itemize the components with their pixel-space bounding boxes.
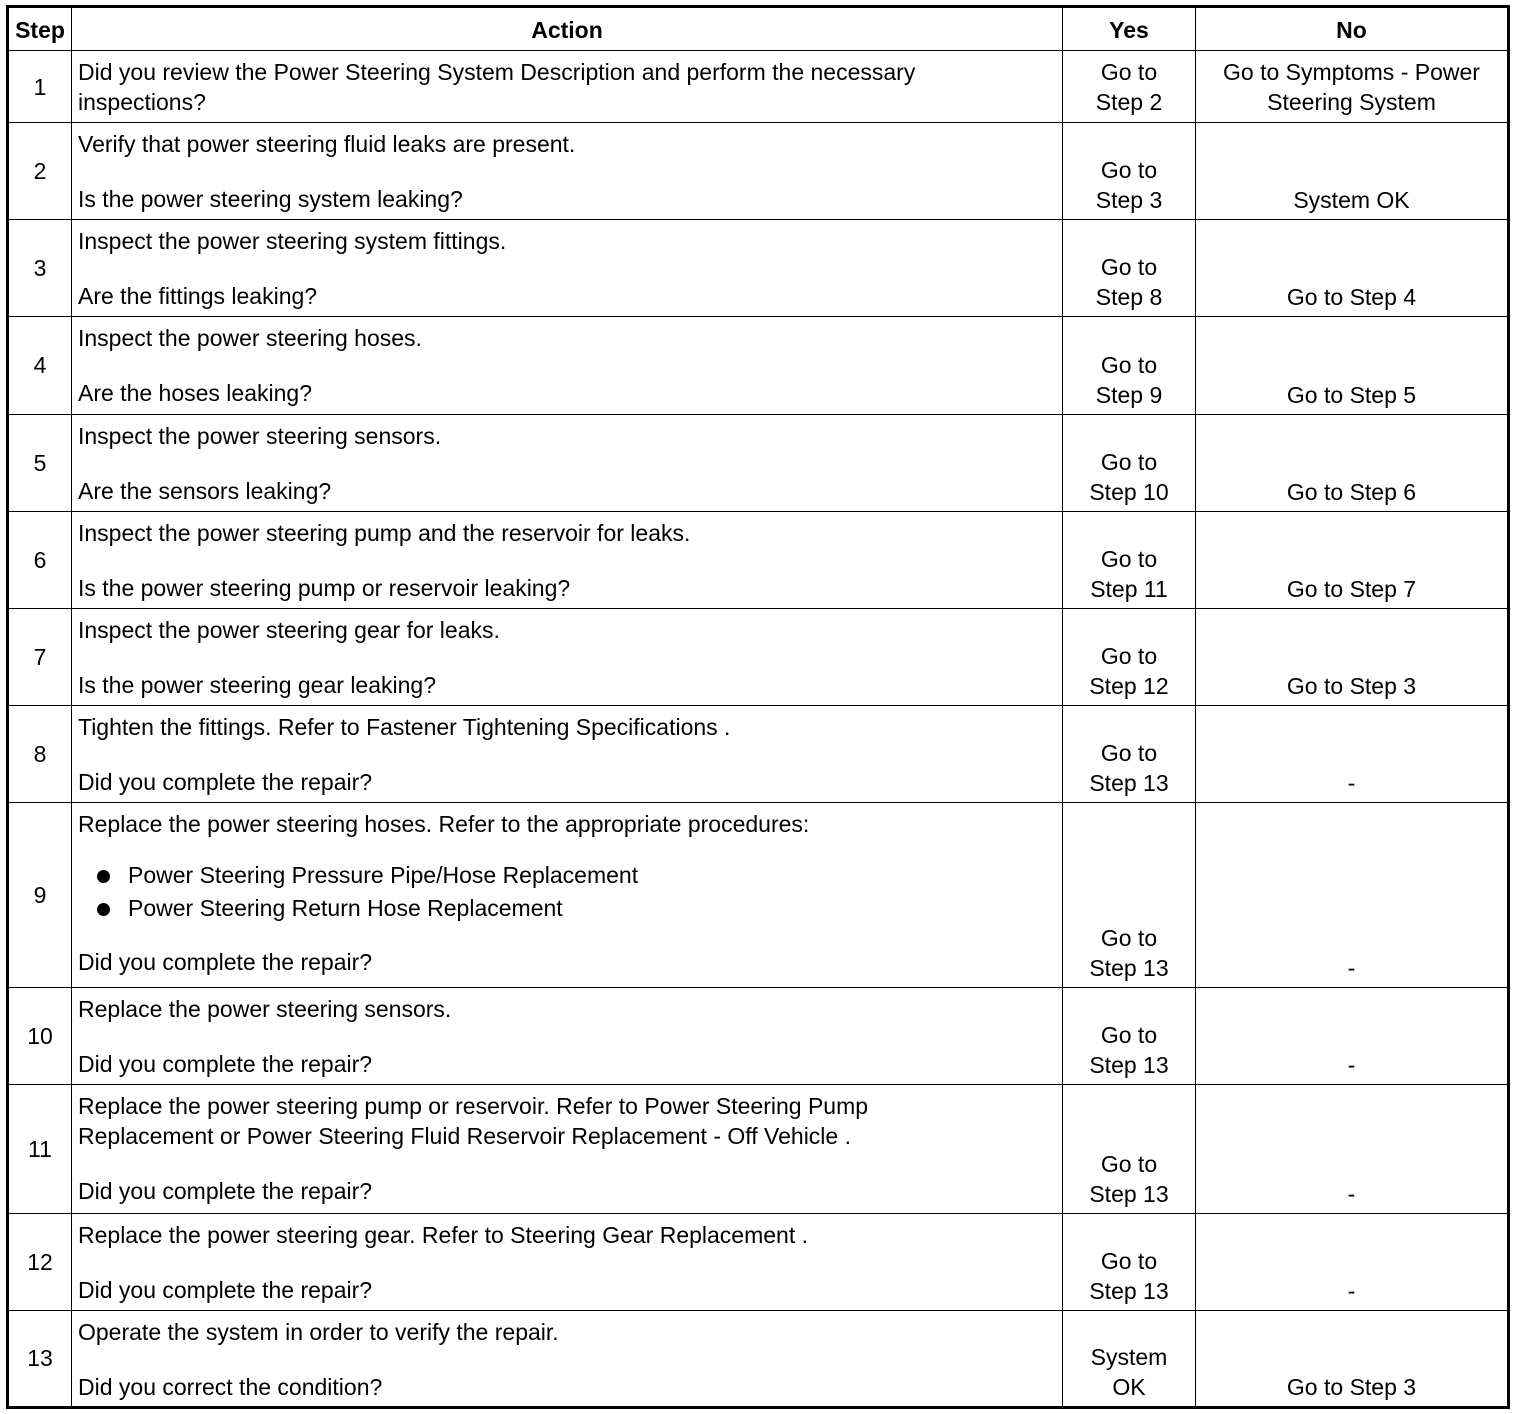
procedure-text: Power Steering Return Hose Replacement <box>128 895 563 922</box>
header-no: No <box>1196 7 1509 51</box>
action-cell <box>72 1085 1063 1213</box>
procedure-list <box>78 859 1056 925</box>
yes-text: Step 13 <box>1089 1052 1169 1079</box>
yes-cell <box>1063 1310 1196 1407</box>
header-row <box>8 7 1509 51</box>
yes-text: Go to <box>1100 1022 1158 1049</box>
action-text: Operate the system in order to verify the repair. <box>78 1318 559 1345</box>
step-number: 11 <box>8 1085 72 1213</box>
step-number: 8 <box>8 705 72 802</box>
yes-text: Go to <box>1100 254 1158 281</box>
table-row <box>8 220 1509 317</box>
bullet-icon <box>97 903 110 916</box>
yes-text: Step 13 <box>1089 770 1169 797</box>
header-step: Step <box>8 7 72 51</box>
no-text: Steering System <box>1267 89 1436 115</box>
question-text: Did you correct the condition? <box>78 1373 383 1400</box>
table-row <box>8 414 1509 511</box>
yes-text: Go to <box>1100 925 1158 952</box>
yes-text: Go to <box>1100 545 1158 572</box>
step-number: 5 <box>8 414 72 511</box>
yes-text: Step 10 <box>1089 478 1169 505</box>
step-number: 6 <box>8 511 72 608</box>
table-row <box>8 1310 1509 1407</box>
table-row <box>8 705 1509 802</box>
table-row <box>8 608 1509 705</box>
action-cell <box>72 705 1063 802</box>
step-number: 10 <box>8 988 72 1085</box>
yes-cell <box>1063 51 1196 123</box>
yes-text: Step 11 <box>1090 575 1168 602</box>
step-number: 2 <box>8 123 72 220</box>
question-text: Are the fittings leaking? <box>78 283 318 310</box>
diagnostic-table <box>6 5 1510 1409</box>
no-cell: - <box>1196 803 1509 988</box>
yes-text: Step 3 <box>1095 187 1163 214</box>
yes-text: System <box>1090 1344 1168 1370</box>
no-text: Go to Symptoms - Power <box>1223 59 1480 85</box>
action-text: Tighten the fittings. Refer to Fastener Tightening Specifications . <box>78 713 731 740</box>
action-cell <box>72 123 1063 220</box>
yes-text: Go to <box>1100 642 1158 669</box>
yes-text: Step 13 <box>1089 1180 1169 1207</box>
step-number: 12 <box>8 1213 72 1310</box>
yes-text: Go to <box>1100 448 1158 475</box>
yes-cell <box>1063 220 1196 317</box>
action-text: inspections? <box>78 89 206 115</box>
yes-text: Go to <box>1100 1247 1158 1274</box>
no-cell: Go to Step 7 <box>1196 511 1509 608</box>
table-row <box>8 803 1509 988</box>
question-text: Is the power steering gear leaking? <box>78 671 436 698</box>
action-text: Replace the power steering pump or reservoir. Refer to Power Steering Pump <box>78 1093 869 1120</box>
yes-text: Step 8 <box>1095 284 1163 311</box>
question-text: Did you complete the repair? <box>78 1051 373 1078</box>
yes-cell <box>1063 123 1196 220</box>
table-row <box>8 1213 1509 1310</box>
action-text: Inspect the power steering pump and the reservoir for leaks. <box>78 519 691 546</box>
action-cell <box>72 803 1063 988</box>
question-text: Is the power steering system leaking? <box>78 186 463 213</box>
action-cell <box>72 988 1063 1085</box>
question-text: Did you complete the repair? <box>78 768 373 795</box>
action-cell <box>72 1310 1063 1407</box>
no-cell <box>1196 51 1509 123</box>
procedure-text: Power Steering Pressure Pipe/Hose Replacement <box>128 862 639 889</box>
yes-text: Step 9 <box>1095 381 1163 408</box>
table-row <box>8 123 1509 220</box>
action-text: Did you review the Power Steering System Description and perform the necessary <box>78 59 916 85</box>
step-number: 1 <box>8 51 72 123</box>
no-cell: Go to Step 3 <box>1196 1310 1509 1407</box>
no-cell: - <box>1196 988 1509 1085</box>
question-text: Did you complete the repair? <box>78 1276 373 1303</box>
question-text: Did you complete the repair? <box>78 949 373 976</box>
no-cell: Go to Step 3 <box>1196 608 1509 705</box>
no-cell: - <box>1196 1085 1509 1213</box>
yes-text: Go to <box>1100 157 1158 184</box>
action-cell <box>72 220 1063 317</box>
yes-text: OK <box>1112 1374 1146 1400</box>
no-cell: - <box>1196 705 1509 802</box>
action-cell <box>72 51 1063 123</box>
no-cell: Go to Step 5 <box>1196 317 1509 414</box>
list-item <box>93 859 1056 892</box>
action-cell <box>72 317 1063 414</box>
action-text: Inspect the power steering gear for leaks. <box>78 616 500 643</box>
yes-cell <box>1063 1085 1196 1213</box>
table-row <box>8 988 1509 1085</box>
yes-text: Go to <box>1100 351 1158 378</box>
action-cell <box>72 511 1063 608</box>
yes-cell <box>1063 317 1196 414</box>
action-text: Inspect the power steering hoses. <box>78 325 422 352</box>
question-text: Are the sensors leaking? <box>78 477 332 504</box>
table-row <box>8 1085 1509 1213</box>
yes-cell <box>1063 414 1196 511</box>
yes-text: Go to <box>1100 740 1158 767</box>
yes-text: Go to <box>1100 59 1158 85</box>
yes-cell <box>1063 705 1196 802</box>
yes-cell <box>1063 608 1196 705</box>
yes-cell <box>1063 803 1196 988</box>
action-text: Inspect the power steering sensors. <box>78 422 442 449</box>
table-row <box>8 317 1509 414</box>
step-number: 3 <box>8 220 72 317</box>
no-cell: - <box>1196 1213 1509 1310</box>
yes-text: Step 13 <box>1089 955 1169 982</box>
step-number: 13 <box>8 1310 72 1407</box>
table-row <box>8 511 1509 608</box>
action-text: Replace the power steering hoses. Refer to the appropriate procedures: <box>78 811 810 838</box>
no-cell: Go to Step 6 <box>1196 414 1509 511</box>
bullet-icon <box>97 870 110 883</box>
yes-cell <box>1063 988 1196 1085</box>
yes-cell <box>1063 511 1196 608</box>
table-row <box>8 51 1509 123</box>
question-text: Is the power steering pump or reservoir leaking? <box>78 574 571 601</box>
yes-text: Step 13 <box>1089 1277 1169 1304</box>
list-item <box>93 892 1056 925</box>
action-text: Verify that power steering fluid leaks are present. <box>78 131 576 158</box>
header-action: Action <box>72 7 1063 51</box>
step-number: 7 <box>8 608 72 705</box>
action-text: Inspect the power steering system fittings. <box>78 228 507 255</box>
yes-text: Go to <box>1100 1150 1158 1177</box>
no-cell: Go to Step 4 <box>1196 220 1509 317</box>
step-number: 9 <box>8 803 72 988</box>
action-text: Replace the power steering sensors. <box>78 996 452 1023</box>
question-text: Are the hoses leaking? <box>78 380 312 407</box>
yes-text: Step 12 <box>1089 672 1169 699</box>
action-cell <box>72 1213 1063 1310</box>
question-text: Did you complete the repair? <box>78 1178 373 1205</box>
yes-cell <box>1063 1213 1196 1310</box>
action-cell <box>72 414 1063 511</box>
no-cell: System OK <box>1196 123 1509 220</box>
action-text: Replacement or Power Steering Fluid Reservoir Replacement - Off Vehicle . <box>78 1123 851 1150</box>
step-number: 4 <box>8 317 72 414</box>
header-yes: Yes <box>1063 7 1196 51</box>
action-cell <box>72 608 1063 705</box>
action-text: Replace the power steering gear. Refer to Steering Gear Replacement . <box>78 1221 809 1248</box>
yes-text: Step 2 <box>1095 89 1163 115</box>
